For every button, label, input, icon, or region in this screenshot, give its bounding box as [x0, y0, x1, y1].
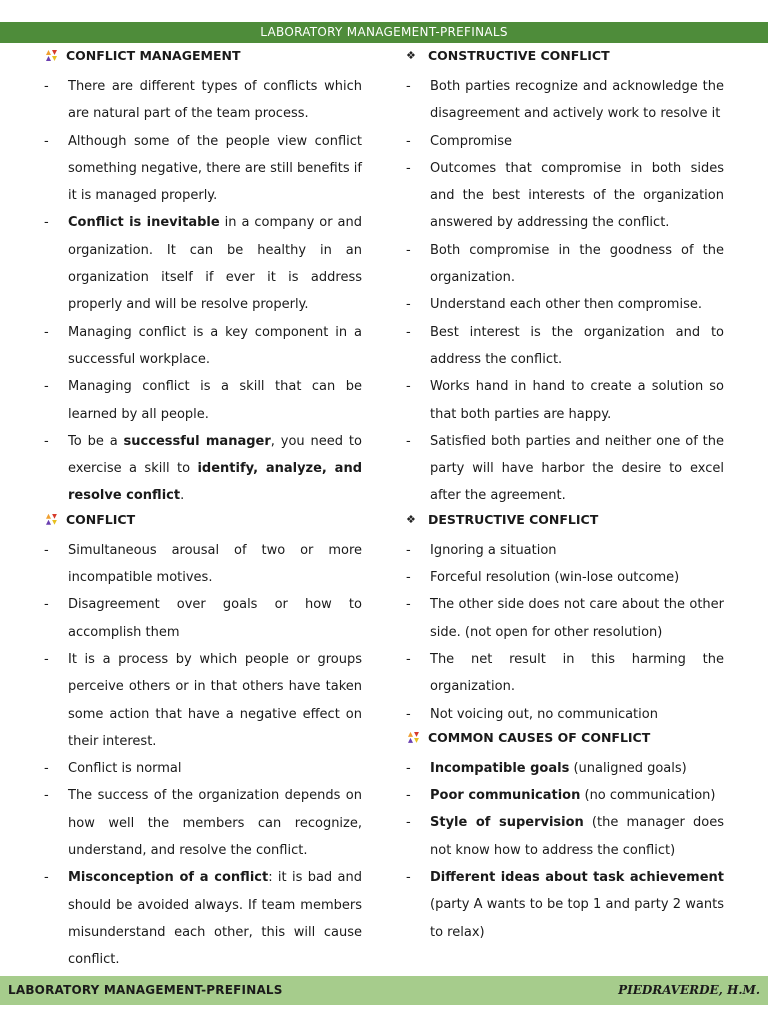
list-item — [44, 73, 362, 128]
text: : it is bad and should be avoided always. If team members misunderstand each other, this will cause conflict. — [68, 870, 362, 968]
conflict-management-list — [44, 73, 362, 510]
text: Managing conflict is a skill that can be learned by all people. — [68, 379, 362, 422]
text: Compromise — [430, 133, 513, 149]
dash-bullet: - — [406, 706, 411, 722]
dash-bullet: - — [406, 570, 411, 586]
text: Satisfied both parties and neither one of the party will have harbor the desire to excel after the agreement. — [430, 433, 724, 504]
bold-text: Misconception of a conflict — [68, 870, 269, 886]
section-destructive-conflict — [406, 510, 724, 537]
footer-course-title: LABORATORY MANAGEMENT-PREFINALS — [8, 983, 283, 997]
section-conflict-management — [44, 46, 362, 73]
dash-bullet: - — [406, 815, 411, 831]
dash-bullet: - — [406, 297, 411, 313]
text: (the manager does not know how to address the conflict) — [430, 815, 724, 858]
list-item — [406, 591, 724, 646]
dash-bullet: - — [406, 597, 411, 613]
list-item — [406, 128, 724, 155]
list-item — [406, 646, 724, 701]
dash-bullet: - — [406, 760, 411, 776]
text: It is a process by which people or groups perceive others or in that others have taken some action that have a negative effect on their interest. — [68, 651, 362, 749]
list-item — [406, 864, 724, 946]
text: To be a — [68, 433, 124, 449]
list-item — [406, 73, 724, 128]
text: Understand each other then compromise. — [430, 297, 702, 313]
list-item — [44, 646, 362, 755]
dash-bullet: - — [44, 597, 49, 613]
list-item — [44, 209, 362, 318]
diamond-bullet-icon: ❖ — [406, 49, 416, 62]
list-item — [44, 319, 362, 374]
bold-text: identify, analyze, and resolve conflict — [68, 461, 363, 504]
dash-bullet: - — [44, 133, 49, 149]
dash-bullet: - — [44, 215, 49, 231]
common-causes-list — [406, 755, 724, 946]
bold-text: Incompatible goals — [430, 760, 570, 776]
text: . — [180, 488, 185, 504]
text: Although some of the people view conflict something negative, there are still benefits if it is managed properly. — [68, 133, 362, 204]
dash-bullet: - — [44, 761, 49, 777]
dash-bullet: - — [44, 324, 49, 340]
multicolor-arrows-icon — [406, 728, 428, 748]
list-item — [44, 373, 362, 428]
dash-bullet: - — [406, 242, 411, 258]
list-item — [406, 237, 724, 292]
text: Works hand in hand to create a solution so that both parties are happy. — [430, 379, 724, 422]
text: Not voicing out, no communication — [430, 706, 658, 722]
multicolor-arrows-icon — [44, 510, 66, 530]
dash-bullet: - — [406, 133, 411, 149]
list-item — [406, 291, 724, 318]
footer-author: PIEDRAVERDE, H.M. — [618, 983, 760, 997]
list-item — [406, 155, 724, 237]
dash-bullet: - — [406, 160, 411, 176]
list-item — [406, 428, 724, 510]
list-item — [406, 809, 724, 864]
list-item — [44, 537, 362, 592]
section-title-common-causes: COMMON CAUSES OF CONFLICT — [428, 729, 651, 745]
dash-bullet: - — [44, 79, 49, 94]
text: There are different types of conflicts which are natural part of the team process. — [68, 79, 362, 122]
text: Forceful resolution (win-lose outcome) — [430, 570, 680, 586]
destructive-conflict-list — [406, 537, 724, 728]
list-item — [44, 591, 362, 646]
bold-text: Poor communication — [430, 788, 581, 804]
dash-bullet: - — [406, 870, 411, 886]
list-item — [44, 782, 362, 864]
text: in a company or and organization. It can be healthy in an organization itself if ever it is address properly and will be resolve properly. — [68, 215, 363, 313]
list-item — [44, 128, 362, 210]
diamond-bullet-icon: ❖ — [406, 512, 416, 526]
list-item — [406, 782, 724, 809]
dash-bullet: - — [44, 870, 49, 886]
section-title-conflict-management: CONFLICT MANAGEMENT — [66, 48, 241, 63]
section-conflict — [44, 510, 362, 537]
list-item — [406, 701, 724, 728]
dash-bullet: - — [406, 788, 411, 804]
text: Conflict is normal — [68, 761, 182, 777]
list-item — [44, 755, 362, 782]
text: The success of the organization depends on how well the members can recognize, understand, and resolve the conflict. — [68, 788, 362, 859]
text: Outcomes that compromise in both sides and the best interests of the organization answered by addressing the conflict. — [430, 160, 724, 231]
text: Best interest is the organization and to address the conflict. — [430, 324, 724, 367]
text: Simultaneous arousal of two or more incompatible motives. — [68, 542, 362, 586]
header-title: LABORATORY MANAGEMENT-PREFINALS — [260, 25, 508, 39]
multicolor-arrows-icon — [44, 46, 66, 66]
dash-bullet: - — [44, 651, 49, 667]
footer-bar — [0, 976, 768, 1005]
section-title-destructive-conflict: DESTRUCTIVE CONFLICT — [428, 511, 599, 527]
bold-text: Conflict is inevitable — [68, 215, 220, 231]
dash-bullet: - — [44, 542, 49, 558]
dash-bullet: - — [406, 542, 411, 558]
dash-bullet: - — [406, 324, 411, 340]
bold-text: Style of supervision — [430, 815, 584, 831]
list-item — [44, 428, 362, 510]
text: Managing conflict is a key component in a successful workplace. — [68, 324, 362, 367]
constructive-conflict-list — [406, 73, 724, 510]
text: Disagreement over goals or how to accomplish them — [68, 597, 362, 640]
dash-bullet: - — [406, 433, 411, 449]
text: (unaligned goals) — [569, 760, 687, 776]
section-constructive-conflict — [406, 46, 724, 73]
text: Both parties recognize and acknowledge the disagreement and actively work to resolve it — [430, 79, 724, 122]
section-title-constructive-conflict: CONSTRUCTIVE CONFLICT — [428, 48, 610, 63]
text: The net result in this harming the organization. — [430, 651, 724, 695]
list-item — [406, 564, 724, 591]
dash-bullet: - — [406, 79, 411, 94]
conflict-list — [44, 537, 362, 974]
dash-bullet: - — [44, 788, 49, 804]
section-title-conflict: CONFLICT — [66, 511, 136, 527]
list-item — [406, 537, 724, 564]
left-column — [44, 46, 362, 974]
list-item — [406, 319, 724, 374]
dash-bullet: - — [44, 379, 49, 395]
bold-text: successful manager — [123, 433, 271, 449]
section-common-causes — [406, 728, 724, 755]
right-column — [406, 46, 724, 946]
text: Ignoring a situation — [430, 542, 557, 558]
text: , you need to exercise a skill to — [68, 433, 362, 477]
bold-text: Different ideas about task achievement — [430, 870, 724, 886]
list-item — [406, 755, 724, 782]
text: (no communication) — [580, 788, 716, 804]
dash-bullet: - — [406, 651, 411, 667]
text: Both compromise in the goodness of the organization. — [430, 242, 724, 286]
text: The other side does not care about the other side. (not open for other resolution) — [430, 597, 724, 640]
header-bar — [0, 22, 768, 43]
text: (party A wants to be top 1 and party 2 wants to relax) — [430, 897, 724, 940]
dash-bullet: - — [406, 379, 411, 395]
list-item — [44, 864, 362, 973]
list-item — [406, 373, 724, 428]
dash-bullet: - — [44, 433, 49, 449]
